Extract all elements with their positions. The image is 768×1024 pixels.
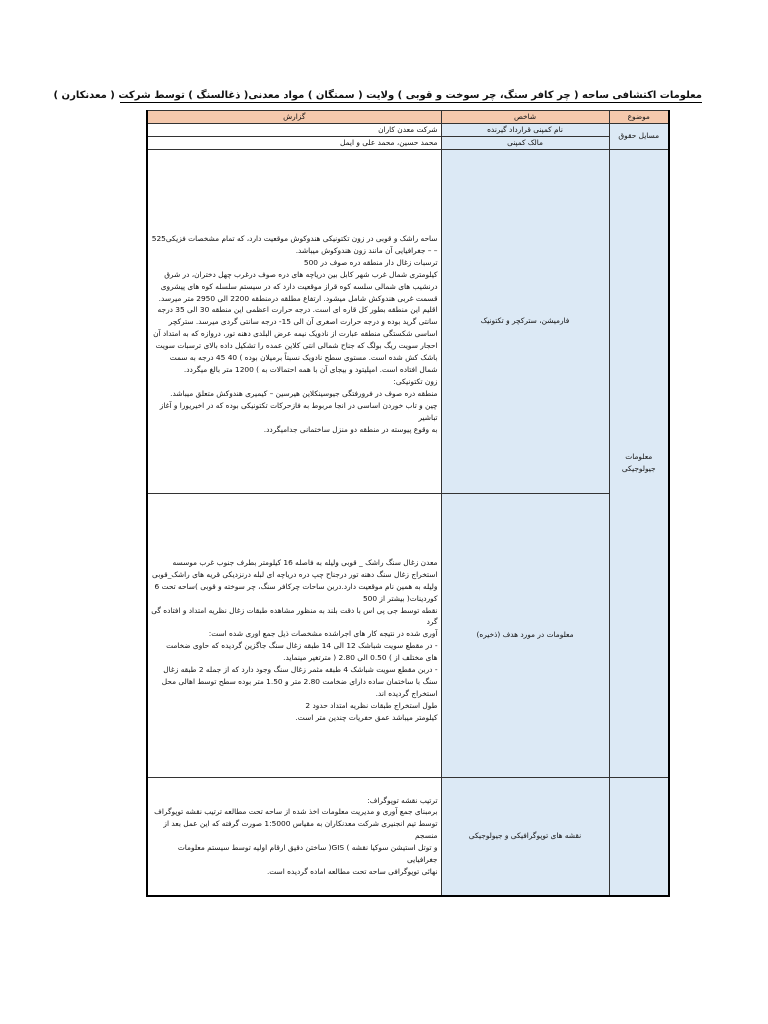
table-row [147,123,669,136]
subject-geology: معلومات جیولوجیکی [609,149,669,777]
indicator-topo: نقشه های توپوگرافیکی و جیولوجیکی [441,777,609,896]
header-subject: موضوع [609,111,669,124]
report-line: کیلومتر میباشد عمق حفریات چندین متر است. [295,713,438,723]
report-line: توسط تیم انجنیری شرکت معدنکاران به مقیاس 1:5000 صورت گرفته که این عمل بعد از منسجم [163,819,438,841]
report-line: کیلومتری شمال غرب شهر کابل بین دریاچه های دره صوف درغرب چهل دختران، در شرق درنشیب های شمالی سلسه کوه قراز موقعیت دارد که در سیستم سلسله کوه های پیشروی قسمت غربی هندوکش شامل میشود. ارتفاع مطلقه درمنطقه 2200 الی 2950 متر میرسد. اقلیم این منطقه بطور کل قاره ای است. درجه حرارت اعظمی این منطقه 30 الی 35 درجه سانتی گرید بوده و درجه حرارت اصغری آن الی 15- درجه سانتی گردی میرسد. سترکچر اساسی شکستگی منطقه عبارت از نادویک نیمه عرض البلدی دهنه تور، دروازه که به امتداد آن احجار سویت ریگ بولگ که جناح شمالی انتی کلاین عمده را تشکیل داده بالای ترسبات سویت باشک کش شده است. مستوی سطح نادویک نسبتاً برمیلان بوده ) 40 45 درجه به سمت شمال افتاده است. امپلیتود و بیجای آن با همه احتمالات به ) 1200 متر بالغ میگردد. [153,269,438,375]
indicator-target: معلومات در مورد هدف (ذخیره) [441,493,609,777]
report-formation [147,149,441,493]
header-row [147,111,669,124]
report-contractor: شرکت معدن کاران [147,123,441,136]
report-line: - دربن مقطع سویت شباشک 4 طبقه مثمر زغال سنگ وجود دارد که از جمله 2 طبقه زغال سنگ با ساختمان ساده دارای ضخامت 2.80 متر و 1.50 متر بوده سطح توسط اهالی محل استخراج گردیده اند. [161,665,438,699]
table-row [147,777,669,896]
report-line: استخراج زغال سنگ دهنه تور درجناح چپ دره دریاچه ای لبله درنزدیکی قریه های راشک_قوبی [152,569,438,579]
subject-legal: مسایل حقوق [609,123,669,149]
indicator-formation: فارمیشن، سترکچر و تکتونیک [441,149,609,493]
report-owner: محمد حسین، محمد علی و ایمل [147,136,441,149]
indicator-owner: مالک کمپنی [441,136,609,149]
table-row [147,493,669,777]
report-line: به وقوع پیوسته در منطقه دو منزل ساختمانی جدامیگردد. [263,425,438,435]
page-title: معلومات اکتشافی ساحه ( چر کافر سنگ، چر سوخت و قوبی ) ولایت ( سمنگان ) مواد معدنی( ذغالسنگ ) توسط شرکت ( معدنکارن ) [53,90,702,101]
report-line: و توتل استیشن سوکیا نقشه ) GIS( ساختن دقیق ارقام اولیه توسط سیستم معلومات جغرافیایی [177,843,438,865]
report-line: طول استخراج طبقات نظریه امتداد حدود 2 [305,701,438,711]
header-report: گزارش [147,111,441,124]
report-line: نهائی توپوگرافی ساحه تحت مطالعه اماده گردیده است. [266,867,438,877]
report-line: ولیله به همین نام موقعیت دارد.دربن ساحات چرکافر سنگ، چر سوخته و قوبی )ساحه تحت 6 کوردینات( بیشتر از 500 [154,581,438,603]
report-line: معدن زغال سنگ راشک _ قوبی ولیله به فاصله 16 کیلومتر بطرف جنوب غرب موسسه [172,557,438,567]
report-line: ترسبات زغال دار منطقه دره صوف در 500 [303,257,438,267]
table-row [147,136,669,149]
report-line: آوری شده در نتیجه کار های اجراشده مشخصات ذیل جمع اوری شده است: [208,629,438,639]
report-table [146,110,670,897]
report-topo [147,777,441,896]
report-line: برمبنای جمع آوری و مدیریت معلومات اخذ شده از ساحه تحت مطالعه ترتیب نقشه توپوگراف [154,807,438,817]
report-line: ترتیب نقشه توپوگراف: [367,795,438,805]
report-line: نقطه توسط جی پی اس با دقت بلند به منظور مشاهده طبقات زغال نظریه امتداد و افتاده گی گرد [151,605,438,627]
indicator-contractor: نام کمپنی قرارداد گیرنده [441,123,609,136]
report-line: - در مقطع سویت شباشک 12 الی 14 طبقه زغال سنگ جاگزین گردیده که حاوی ضخامت [166,641,438,651]
report-target [147,493,441,777]
report-line: های مختلف از ) 0.50 الی 2.80 ( مترتغیر مینماید. [283,653,438,663]
table-row [147,149,669,493]
header-indicator: شاخص [441,111,609,124]
report-line: زون تکتونیکی: [393,377,438,387]
subject-topo-empty [609,777,669,896]
report-line: چین و تاب خوردن اساسی در انجا مربوط به فازحرکات تکتونیکی بوده که در اخیریورا و آغاز تباشیر [159,401,438,423]
report-line: ساحه راشک و قوبی در زون تکتونیکی هندوکوش موقعیت دارد، که تمام مشخصات فزیکی525 – – جغرافیایی آن مانند زون هندوکوش میباشد. [151,233,438,255]
report-line: منطقه دره صوف در فرورفتگی جیوسینکلاین هیرسین – کیمیری هندوکش متعلق میباشد. [170,389,438,399]
